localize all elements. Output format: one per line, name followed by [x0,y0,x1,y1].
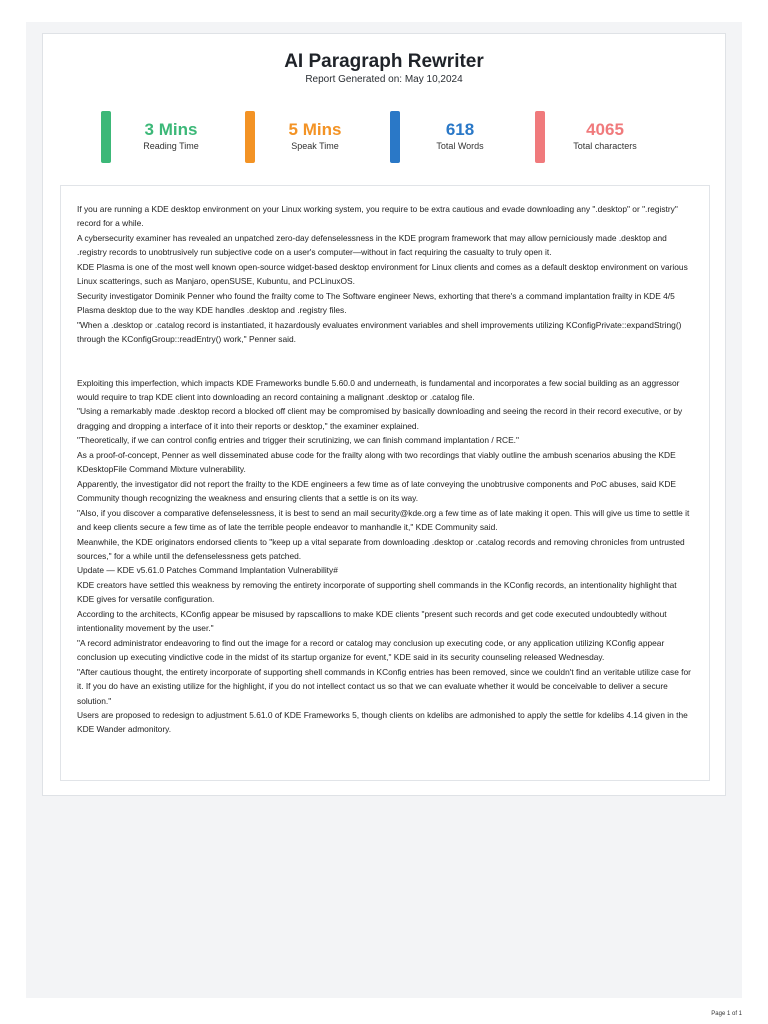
stat-label: Total Words [436,141,484,151]
stat-bar [535,111,545,163]
paragraph: "When a .desktop or .catalog record is instantiated, it hazardously evaluates environment variables and shell improvements utilizing KConfigPrivate::expandString() through the KConfigGroup::readEntry() work," Penner said. [77,319,682,345]
paragraph: A cybersecurity examiner has revealed an unpatched zero-day defenselessness in the KDE program framework that may allow perniciously made .desktop and .registry records to unobtrusively run subjective code on a user's computer—without in fact requiring the casualty to truly open it. [77,232,667,258]
page-number: Page 1 of 1 [711,1011,742,1017]
paragraph: Meanwhile, the KDE originators endorsed clients to "keep up a vital separate from downloading .desktop or .catalog records and removing chronicles from untrusted sources," for a while until the defenselessness gets patched. [77,536,685,561]
paragraph: KDE Plasma is one of the most well known open-source widget-based desktop environment for Linux clients and comes as a default desktop environment on various Linux scatterings, such as Manjaro, openSUSE, Kubuntu, and PCLinuxOS. [77,261,688,287]
paragraph: "Theoretically, if we can control config entries and trigger their scrutinizing, we can finish command implantation / RCE." [77,435,519,446]
section-heading: Update — KDE v5.61.0 Patches Command Implantation Vulnerability# [77,565,338,576]
paragraph-gap [77,347,694,376]
report-date: Report Generated on: May 10,2024 [305,74,463,85]
paragraph: "A record administrator endeavoring to find out the image for a record or catalog may conclusion up executing code, or any application utilizing KConfig appear conclusion up executing vindictive code in the midst of its startup organize for event," KDE said in its security counseling released Wednesday. [77,637,665,663]
paragraph: Users are proposed to redesign to adjustment 5.61.0 of KDE Frameworks 5, though clients on kdelibs are admonished to apply the settle for kdelibs 4.14 given in the KDE Wander admonitory. [77,709,688,735]
paragraph: Security investigator Dominik Penner who found the frailty come to The Software engineer News, exhorting that there's a command implantation frailty in KDE 4/5 Plasma desktop due to the way KDE handles .desktop and .registry files. [77,290,675,316]
paragraph: As a proof-of-concept, Penner as well disseminated abuse code for the frailty along with two recordings that viably outline the ambush scenarios abusing the KDE KDesktopFile Command Mixture vulnerability. [77,449,676,475]
stat-value: 3 Mins [144,120,198,139]
paragraph: Exploiting this imperfection, which impacts KDE Frameworks bundle 5.60.0 and underneath, is fundamental and incorporates a few social building as an aggressor would require to trap KDE client into downloading an record containing a malignant .desktop or .catalog file. [77,377,680,402]
stat-value: 618 [445,120,475,139]
stat-label: Reading Time [143,141,199,151]
stat-value: 5 Mins [288,120,342,139]
paragraph: Apparently, the investigator did not report the frailty to the KDE engineers a few time as of late conveying the unobtrusive components and PoC abuses, said KDE Community though recognizing the weakness and ensuring clients that a settle is on its way. [77,478,676,504]
stat-value: 4065 [586,120,624,139]
stat-speak-time [245,111,375,163]
paragraph: KDE creators have settled this weakness by removing the entirety incorporate of supporting shell commands in the KConfig records, an intentionality highlight that KDE gives for versatile configuration. [77,579,677,605]
paragraph: According to the architects, KConfig appear be misused by rapscallions to make KDE clients "present such records and get code executed undoubtedly without intentionality movement by the user." [77,608,667,634]
paragraph: If you are running a KDE desktop environment on your Linux working system, you require to be extra cautious and evade downloading any ".desktop" or ".registry" record for a while. [77,204,678,229]
rewritten-text-box [60,185,710,781]
report-title: AI Paragraph Rewriter [284,51,484,72]
stat-label: Speak Time [291,141,339,151]
stat-bar [245,111,255,163]
stat-label: Total characters [573,141,637,151]
stat-total-words [390,111,520,163]
stat-bar [101,111,111,163]
paragraph: "After cautious thought, the entirety incorporate of supporting shell commands in KConfig entries has been removed, since we couldn't find an veritable utilize case for it. If you do have an existing utilize for the highlight, if you do not intellect contact us so that we can evaluate whether it would be conceivable to deliver a secure solution." [77,666,691,706]
paragraph: "Also, if you discover a comparative defenselessness, it is best to send an mail security@kde.org a few time as of late making it open. This will give us time to settle it and keep clients secure a few time as of late the terrible people endeavor to manhandle it," KDE Community said. [77,507,690,533]
stat-total-characters [535,111,665,163]
stat-reading-time [101,111,231,163]
stat-bar [390,111,400,163]
paragraph: "Using a remarkably made .desktop record a blocked off client may be compromised by basically downloading and seeing the record in their record executive, or by dragging and dropping a interface of it into their reports or desktop," the examiner explained. [77,406,683,431]
